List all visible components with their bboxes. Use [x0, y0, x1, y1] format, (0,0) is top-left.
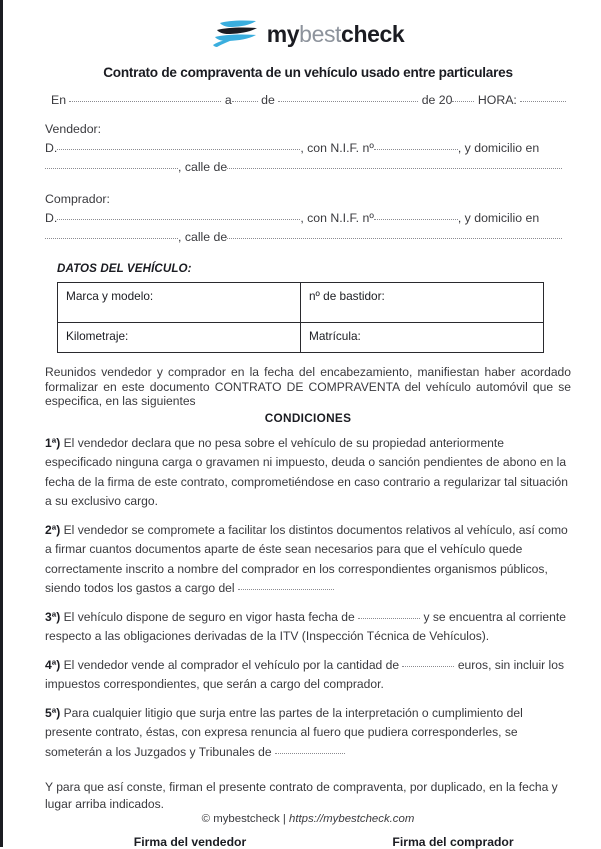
buyer-domicilio-label: , y domicilio en	[457, 211, 540, 225]
mybestcheck-swoosh-icon	[212, 19, 260, 49]
clause-4-text-before: El vendedor vende al comprador el vehículo por la cantidad de	[63, 657, 403, 672]
year-field[interactable]	[452, 92, 474, 102]
closing-paragraph: Y para que así conste, firman el presente contrato de compraventa, por duplicado, en la fecha y lugar arriba indicados.	[45, 780, 558, 811]
clause-4-marker: 4ª)	[45, 657, 61, 672]
cell-matricula[interactable]: Matrícula:	[301, 323, 544, 353]
conditions-heading: CONDICIONES	[264, 410, 352, 425]
clause-3-marker: 3ª)	[45, 609, 61, 624]
buyer-heading: Comprador:	[45, 192, 110, 206]
seller-street-field[interactable]	[227, 159, 562, 169]
clause-3	[45, 608, 571, 647]
document-body	[45, 0, 571, 849]
wordmark-my: my	[266, 20, 300, 47]
month-field[interactable]	[278, 92, 418, 102]
seller-name-field[interactable]	[57, 140, 300, 150]
vehicle-data-heading: DATOS DEL VEHÍCULO:	[57, 262, 192, 275]
page-title: Contrato de compraventa de un vehículo usado entre particulares	[103, 65, 513, 80]
seller-d-label: D.	[45, 141, 58, 155]
page-footer	[45, 813, 571, 825]
buyer-nif-field[interactable]	[374, 210, 458, 220]
buyer-nif-label: , con N.I.F. nº	[300, 211, 374, 225]
cell-bastidor[interactable]: nº de bastidor:	[301, 283, 544, 323]
buyer-d-label: D.	[45, 211, 58, 225]
buyer-line-2	[45, 228, 571, 247]
seller-nif-field[interactable]	[374, 140, 458, 150]
buyer-calle-label: , calle de	[178, 230, 228, 244]
clause-4-text-after: euros, sin incluir los impuestos correspondientes, que serán a cargo del comprador.	[45, 657, 565, 691]
seller-city-field[interactable]	[45, 159, 178, 169]
clause-4-cantidad-field[interactable]	[402, 657, 454, 667]
hora-field[interactable]	[520, 92, 566, 102]
clause-2	[45, 521, 571, 599]
cell-kilometraje[interactable]: Kilometraje:	[58, 323, 301, 353]
year-prefix-label: 20	[438, 93, 453, 107]
clause-3-text-before: El vehículo dispone de seguro en vigor hasta fecha de	[63, 609, 359, 624]
intro-paragraph: Reunidos vendedor y comprador en la fecha del encabezamiento, manifiestan haber acordado formalizar en este documento CONTRATO DE COMPRAVENTA del vehículo automóvil que se especifica, en las siguientes	[45, 365, 571, 408]
brand-wordmark	[266, 20, 405, 47]
clause-2-gastos-field[interactable]	[238, 580, 334, 590]
buyer-block	[45, 190, 571, 247]
place-field[interactable]	[69, 92, 221, 102]
seller-calle-label: , calle de	[178, 160, 228, 174]
cell-marca-modelo[interactable]: Marca y modelo:	[58, 283, 301, 323]
clause-5-text: Para cualquier litigio que surja entre las partes de la interpretación o cumplimiento del presente contrato, éstas, con expresa renuncia al fuero que pudiera corresponderles, se someterán a los Juzgados y Tribunales de	[45, 705, 523, 759]
footer-copyright: © mybestcheck |	[201, 813, 289, 825]
clause-1	[45, 434, 571, 512]
clause-2-marker: 2ª)	[45, 522, 61, 537]
seller-domicilio-label: , y domicilio en	[457, 141, 540, 155]
seller-line-2	[45, 158, 571, 177]
buyer-name-field[interactable]	[57, 210, 300, 220]
seller-line-1	[45, 138, 571, 158]
day-field[interactable]	[232, 92, 258, 102]
signature-seller-label: Firma del vendedor	[133, 835, 247, 849]
seller-heading: Vendedor:	[45, 122, 102, 136]
date-de-label-2: de	[421, 93, 436, 107]
clause-5-marker: 5ª)	[45, 705, 61, 720]
date-a-label: a	[224, 93, 232, 107]
buyer-street-field[interactable]	[227, 229, 562, 239]
clause-3-fecha-field[interactable]	[358, 609, 420, 619]
signature-buyer-label: Firma del comprador	[392, 835, 514, 849]
date-en-label: En	[51, 93, 67, 107]
clause-4	[45, 656, 571, 695]
wordmark-check: check	[341, 20, 405, 47]
wordmark-best: best	[299, 20, 342, 47]
clause-2-text: El vendedor se compromete a facilitar los distintos documentos relativos al vehículo, así como a firmar cuantos documentos aparte de éste sean necesarios para que el vehículo quede correctamente inscrito a nombre del comprador en los correspondientes organismos públicos, siendo todos los gastos a cargo del	[45, 522, 568, 595]
table-row	[58, 283, 544, 323]
seller-block	[45, 120, 571, 177]
vehicle-data-table	[57, 282, 544, 353]
clause-3-text-after: y se encuentra al corriente respecto a las obligaciones derivadas de la ITV (Inspección Técnica de Vehículos).	[45, 609, 566, 643]
clause-1-text: El vendedor declara que no pesa sobre el vehículo de su propiedad anteriormente especificado ninguna carga o gravamen ni impuesto, deuda o sanción pendientes de abono en la fecha de la firma de este contrato, comprometiéndose en caso contrario a regularizar tal situación a su exclusivo cargo.	[45, 435, 568, 508]
table-row	[58, 323, 544, 353]
hora-label: HORA:	[477, 93, 517, 107]
date-de-label-1: de	[261, 93, 275, 107]
footer-url[interactable]: https://mybestcheck.com	[288, 813, 415, 825]
date-line	[45, 92, 571, 107]
clause-5-juzgados-field[interactable]	[275, 744, 345, 754]
buyer-city-field[interactable]	[45, 229, 178, 239]
brand-logo	[45, 17, 571, 51]
seller-nif-label: , con N.I.F. nº	[300, 141, 374, 155]
clause-5	[45, 704, 571, 763]
clause-1-marker: 1ª)	[45, 435, 61, 450]
buyer-line-1	[45, 208, 571, 228]
